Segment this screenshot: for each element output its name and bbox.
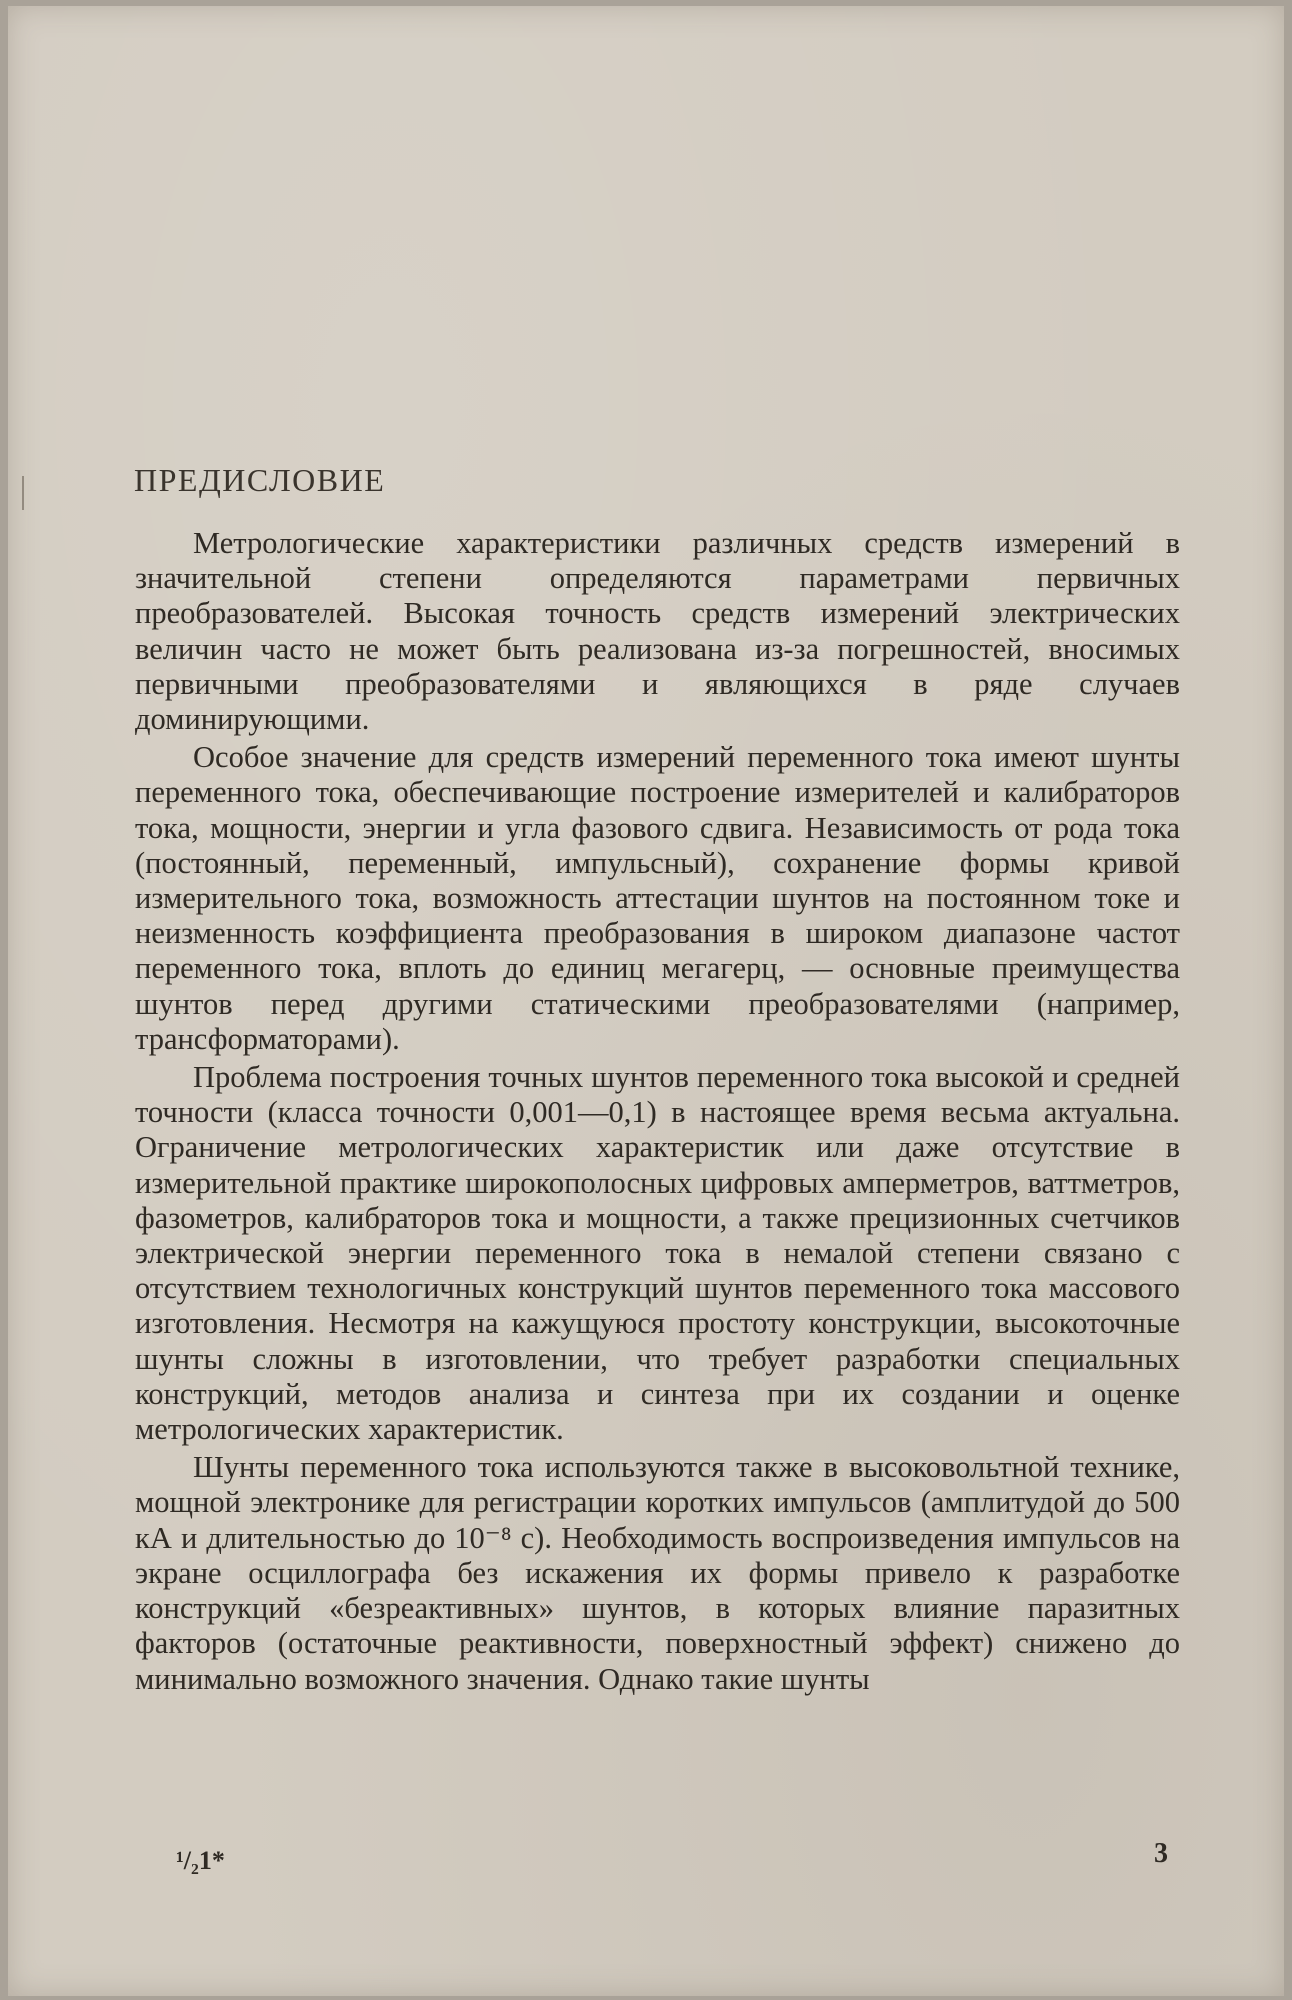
paragraph: Особое значение для средств измерений переменного тока имеют шунты переменного тока, обеспечивающие построение измерителей и калибраторов тока, мощности, энергии и угла фазового сдвига. Независимость от рода тока (постоянный, переменный, импульсный), сохранение формы кривой измерительного тока, возможность аттестации шунтов на постоянном токе и неизменность коэффициента преобразования в широком диапазоне частот переменного тока, вплоть до единиц мегагерц, — основные преимущества шунтов перед другими статическими преобразователями (например, трансформаторами).: [135, 740, 1180, 1056]
page-number: 3: [1154, 1838, 1168, 1869]
binding-mark: [22, 476, 24, 510]
paragraph: Шунты переменного тока используются также в высоковольтной технике, мощной электронике для регистрации коротких импульсов (амплитудой до 500 кА и длительностью до 10⁻⁸ с). Необходимость воспроизведения импульсов на экране осциллографа без искажения их формы привело к разработке конструкций «безреактивных» шунтов, в которых влияние паразитных факторов (остаточные реактивности, поверхностный эффект) снижено до минимально возможного значения. Однако такие шунты: [135, 1450, 1180, 1696]
paragraph: Метрологические характеристики различных средств измерений в значительной степени определяются параметрами первичных преобразователей. Высокая точность средств измерений электрических величин часто не может быть реализована из-за погрешностей, вносимых первичными преобразователями и являющихся в ряде случаев доминирующими.: [135, 526, 1180, 737]
paragraph: Проблема построения точных шунтов переменного тока высокой и средней точности (класса точности 0,001—0,1) в настоящее время весьма актуальна. Ограничение метрологических характеристик или даже отсутствие в измерительной практике широкополосных цифровых амперметров, ваттметров, фазометров, калибраторов тока и мощности, а также прецизионных счетчиков электрической энергии переменного тока в немалой степени связано с отсутствием технологичных конструкций шунтов переменного тока массового изготовления. Несмотря на кажущуюся простоту конструкции, высокоточные шунты сложны в изготовлении, что требует разработки специальных конструкций, методов анализа и синтеза при их создании и оценке метрологических характеристик.: [135, 1060, 1180, 1447]
page-heading: ПРЕДИСЛОВИЕ: [134, 462, 386, 498]
book-page: [8, 6, 1284, 1996]
printer-signature: ¹/₂1*: [176, 1846, 225, 1875]
body-text: [135, 526, 1180, 1697]
